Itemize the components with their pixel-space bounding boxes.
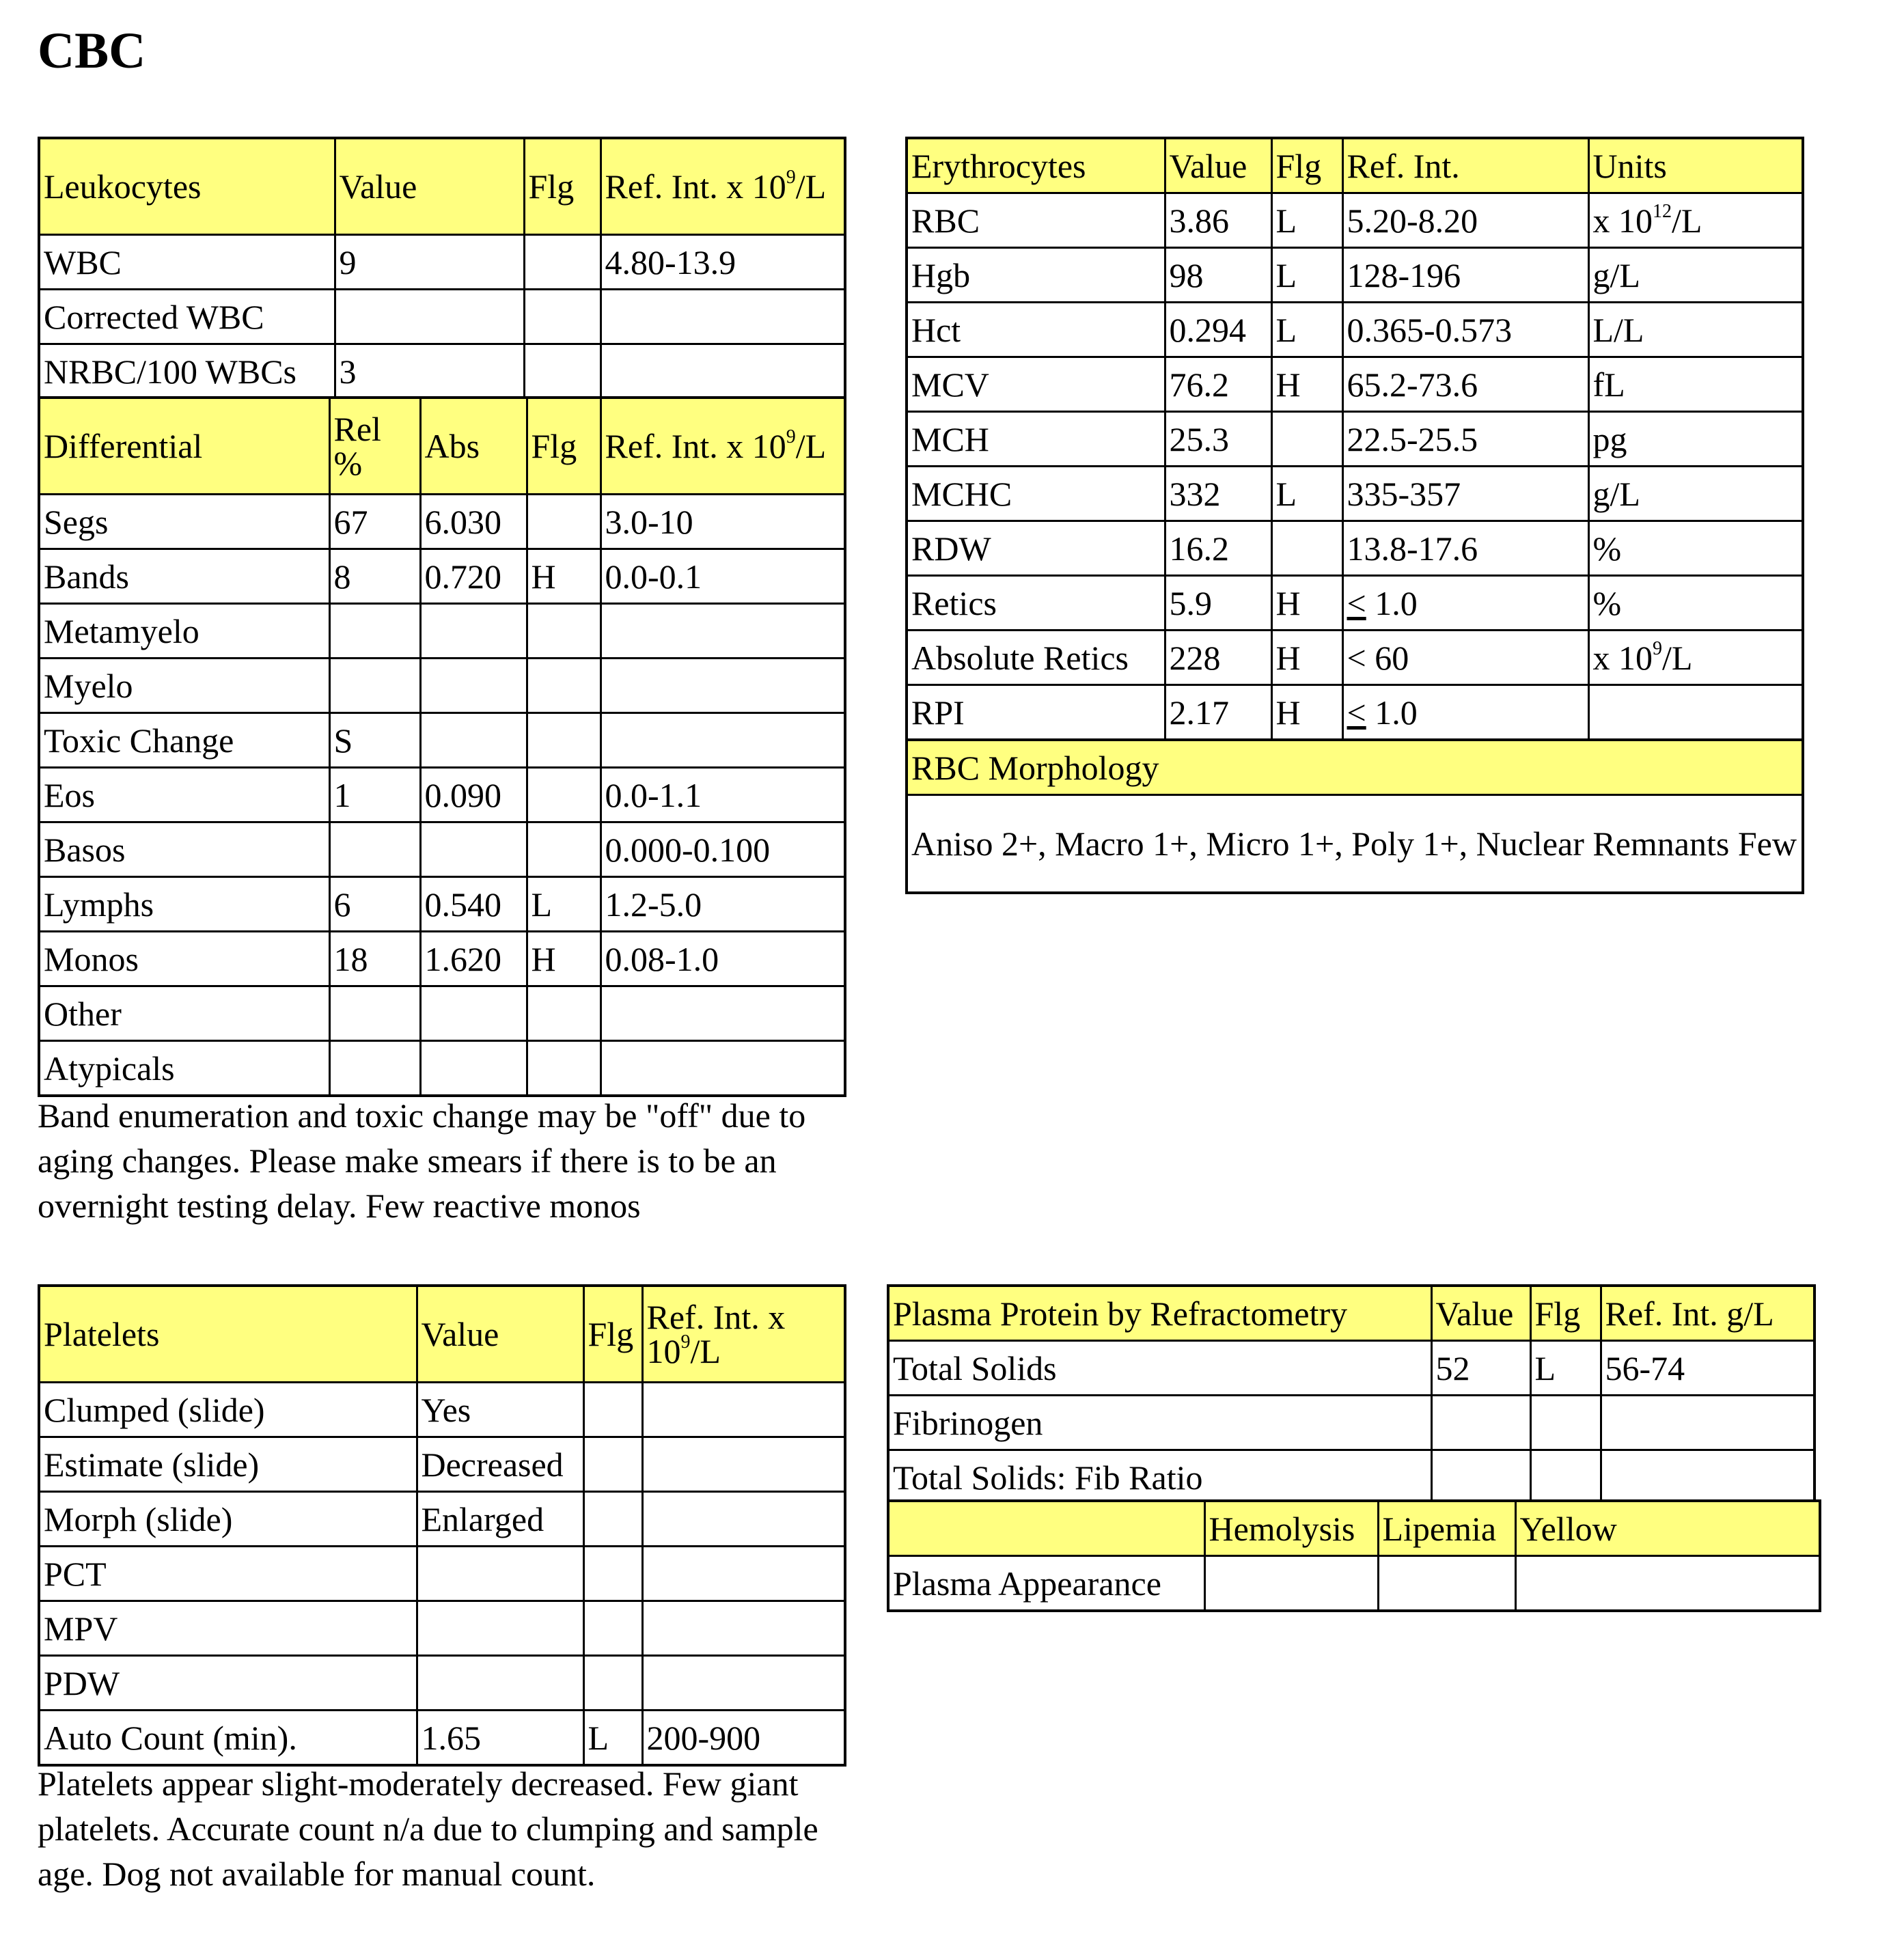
plasma-appearance-table bbox=[887, 1499, 1821, 1612]
row-value: 76.2 bbox=[1165, 357, 1271, 412]
row-flag: L bbox=[1271, 248, 1342, 303]
row-ref bbox=[642, 1547, 845, 1601]
row-ref: 4.80-13.9 bbox=[601, 235, 845, 290]
table-row bbox=[39, 1656, 845, 1711]
table-row bbox=[39, 822, 845, 877]
table-row bbox=[39, 495, 845, 549]
row-value: 5.9 bbox=[1165, 576, 1271, 631]
row-value: Yes bbox=[417, 1383, 583, 1437]
ref-text: 1.0 bbox=[1366, 693, 1418, 732]
yellow-value bbox=[1515, 1556, 1820, 1611]
row-flag: L bbox=[1530, 1341, 1601, 1396]
lipemia-value bbox=[1378, 1556, 1515, 1611]
row-name: MCV bbox=[907, 357, 1165, 412]
row-rel bbox=[329, 1041, 420, 1096]
unit-base: % bbox=[1592, 583, 1622, 622]
page-title: CBC bbox=[38, 23, 146, 79]
table-row bbox=[39, 932, 845, 986]
ref-text: 22.5-25.5 bbox=[1347, 419, 1478, 458]
row-name: Absolute Retics bbox=[907, 631, 1165, 685]
table-row bbox=[888, 1341, 1815, 1396]
row-ref bbox=[1342, 248, 1588, 303]
row-value: 228 bbox=[1165, 631, 1271, 685]
row-flag: L bbox=[1271, 467, 1342, 521]
platelets-header: Platelets bbox=[39, 1286, 417, 1383]
blank-header bbox=[888, 1501, 1204, 1556]
row-name: Eos bbox=[39, 768, 329, 822]
row-abs bbox=[420, 659, 527, 713]
row-ref: 0.0-0.1 bbox=[601, 549, 845, 604]
row-ref bbox=[1342, 576, 1588, 631]
row-value bbox=[335, 290, 524, 344]
ref-text: 335-357 bbox=[1347, 474, 1461, 513]
table-row bbox=[39, 290, 845, 344]
ref-text: 13.8-17.6 bbox=[1347, 529, 1478, 568]
table-row bbox=[39, 549, 845, 604]
row-flag bbox=[527, 713, 601, 768]
row-name: Hgb bbox=[907, 248, 1165, 303]
row-name: Total Solids bbox=[888, 1341, 1431, 1396]
table-row bbox=[39, 1041, 845, 1096]
plasma-protein-header: Plasma Protein by Refractometry bbox=[888, 1286, 1431, 1341]
row-name: Fibrinogen bbox=[888, 1396, 1431, 1450]
row-flag bbox=[524, 290, 601, 344]
row-abs bbox=[420, 604, 527, 659]
row-name: Segs bbox=[39, 495, 329, 549]
row-flag bbox=[1530, 1450, 1601, 1506]
platelets-table bbox=[38, 1284, 846, 1767]
row-ref: 56-74 bbox=[1601, 1341, 1815, 1396]
row-name: PDW bbox=[39, 1656, 417, 1711]
row-flag bbox=[524, 235, 601, 290]
ref-int-header: Ref. Int. x $10^9/L$ bbox=[642, 1286, 845, 1383]
row-value: Decreased bbox=[417, 1437, 583, 1492]
row-flag bbox=[524, 344, 601, 400]
row-value: 98 bbox=[1165, 248, 1271, 303]
hemolysis-header: Hemolysis bbox=[1204, 1501, 1378, 1556]
row-flag: L bbox=[583, 1711, 642, 1766]
row-abs: 0.720 bbox=[420, 549, 527, 604]
row-rel: 18 bbox=[329, 932, 420, 986]
row-name: Corrected WBC bbox=[39, 290, 335, 344]
row-name: Retics bbox=[907, 576, 1165, 631]
erythrocytes-header-row bbox=[907, 138, 1803, 193]
unit-base: x 10 bbox=[1592, 201, 1653, 240]
row-units bbox=[1588, 576, 1803, 631]
differential-note: Band enumeration and toxic change may be "off" due to aging changes. Please make smears if there is to be an overnight testing delay. Few reactive monos bbox=[38, 1096, 806, 1225]
unit-tail: /L bbox=[1672, 201, 1702, 240]
row-flag bbox=[527, 986, 601, 1041]
row-rel bbox=[329, 986, 420, 1041]
row-name: Bands bbox=[39, 549, 329, 604]
flag-header: Flg bbox=[1530, 1286, 1601, 1341]
table-row bbox=[39, 604, 845, 659]
flag-header: Flg bbox=[524, 138, 601, 235]
row-name: Myelo bbox=[39, 659, 329, 713]
row-name: Basos bbox=[39, 822, 329, 877]
row-name: NRBC/100 WBCs bbox=[39, 344, 335, 400]
value-header: Value bbox=[335, 138, 524, 235]
row-abs bbox=[420, 822, 527, 877]
row-rel bbox=[329, 659, 420, 713]
row-ref bbox=[601, 1041, 845, 1096]
rbc-morphology-header: RBC Morphology bbox=[907, 740, 1803, 795]
row-ref bbox=[601, 713, 845, 768]
row-abs bbox=[420, 1041, 527, 1096]
row-ref bbox=[601, 986, 845, 1041]
flag-header: Flg bbox=[527, 398, 601, 495]
table-row bbox=[39, 768, 845, 822]
row-flag bbox=[527, 495, 601, 549]
row-name: MCHC bbox=[907, 467, 1165, 521]
row-ref bbox=[642, 1383, 845, 1437]
row-name: Metamyelo bbox=[39, 604, 329, 659]
row-name: Total Solids: Fib Ratio bbox=[888, 1450, 1431, 1506]
table-row bbox=[907, 412, 1803, 467]
row-abs bbox=[420, 713, 527, 768]
unit-base: g/L bbox=[1592, 255, 1640, 294]
row-units bbox=[1588, 631, 1803, 685]
row-flag bbox=[1530, 1396, 1601, 1450]
row-flag: L bbox=[527, 877, 601, 932]
row-ref bbox=[1342, 631, 1588, 685]
row-flag: L bbox=[1271, 193, 1342, 248]
table-row bbox=[39, 713, 845, 768]
unit-base: g/L bbox=[1592, 474, 1640, 513]
table-row bbox=[907, 303, 1803, 357]
table-row bbox=[39, 344, 845, 400]
row-name: RDW bbox=[907, 521, 1165, 576]
row-abs: 0.540 bbox=[420, 877, 527, 932]
row-flag bbox=[527, 659, 601, 713]
row-ref: 0.0-1.1 bbox=[601, 768, 845, 822]
ref-text: 65.2-73.6 bbox=[1347, 365, 1478, 404]
table-row bbox=[39, 1601, 845, 1656]
row-name: Hct bbox=[907, 303, 1165, 357]
row-name: Toxic Change bbox=[39, 713, 329, 768]
erythrocytes-header: Erythrocytes bbox=[907, 138, 1165, 193]
row-flag: H bbox=[527, 932, 601, 986]
erythrocytes-table bbox=[905, 137, 1804, 894]
row-ref bbox=[1601, 1396, 1815, 1450]
row-ref: 3.0-10 bbox=[601, 495, 845, 549]
row-name: Auto Count (min). bbox=[39, 1711, 417, 1766]
row-abs bbox=[420, 986, 527, 1041]
rbc-morphology-row bbox=[907, 795, 1803, 894]
row-name: PCT bbox=[39, 1547, 417, 1601]
row-ref bbox=[1342, 467, 1588, 521]
ref-int-header: Ref. Int. bbox=[1342, 138, 1588, 193]
ref-text: 0.365-0.573 bbox=[1347, 310, 1513, 349]
row-value: 332 bbox=[1165, 467, 1271, 521]
row-name: Atypicals bbox=[39, 1041, 329, 1096]
table-row bbox=[39, 235, 845, 290]
row-ref bbox=[601, 344, 845, 400]
table-row bbox=[39, 1383, 845, 1437]
value-header: Value bbox=[1431, 1286, 1530, 1341]
row-flag bbox=[583, 1547, 642, 1601]
table-row bbox=[907, 685, 1803, 740]
row-ref bbox=[1342, 193, 1588, 248]
rbc-morphology-header-row bbox=[907, 740, 1803, 795]
rel-percent-header: Rel % bbox=[329, 398, 420, 495]
abs-header: Abs bbox=[420, 398, 527, 495]
table-row bbox=[39, 877, 845, 932]
row-ref: 0.000-0.100 bbox=[601, 822, 845, 877]
unit-base: pg bbox=[1592, 419, 1627, 458]
row-rel: 67 bbox=[329, 495, 420, 549]
table-row bbox=[907, 576, 1803, 631]
row-flag bbox=[527, 768, 601, 822]
plasma-protein-header-row bbox=[888, 1286, 1815, 1341]
row-name: Plasma Appearance bbox=[888, 1556, 1204, 1611]
row-rel: 8 bbox=[329, 549, 420, 604]
row-ref bbox=[642, 1656, 845, 1711]
row-name: MCH bbox=[907, 412, 1165, 467]
row-units bbox=[1588, 412, 1803, 467]
less-equal-symbol: < bbox=[1347, 693, 1366, 732]
plasma-protein-table bbox=[887, 1284, 1816, 1506]
row-flag bbox=[583, 1656, 642, 1711]
row-units bbox=[1588, 467, 1803, 521]
row-abs: 0.090 bbox=[420, 768, 527, 822]
row-value: Enlarged bbox=[417, 1492, 583, 1547]
row-name: Monos bbox=[39, 932, 329, 986]
row-name: RPI bbox=[907, 685, 1165, 740]
row-name: Clumped (slide) bbox=[39, 1383, 417, 1437]
row-units bbox=[1588, 193, 1803, 248]
row-ref bbox=[1342, 521, 1588, 576]
row-abs: 6.030 bbox=[420, 495, 527, 549]
leukocytes-table bbox=[38, 137, 846, 400]
row-ref bbox=[1342, 412, 1588, 467]
row-flag bbox=[527, 1041, 601, 1096]
row-name: Lymphs bbox=[39, 877, 329, 932]
ref-int-header: Ref. Int. x $10^9/L$ bbox=[601, 398, 845, 495]
row-units bbox=[1588, 685, 1803, 740]
hemolysis-value bbox=[1204, 1556, 1378, 1611]
row-value: 2.17 bbox=[1165, 685, 1271, 740]
row-units bbox=[1588, 303, 1803, 357]
leukocytes-header-row bbox=[39, 138, 845, 235]
row-name: Estimate (slide) bbox=[39, 1437, 417, 1492]
row-flag bbox=[1271, 412, 1342, 467]
row-flag: L bbox=[1271, 303, 1342, 357]
table-row bbox=[39, 659, 845, 713]
row-flag bbox=[527, 604, 601, 659]
row-value: 1.65 bbox=[417, 1711, 583, 1766]
differential-table bbox=[38, 396, 846, 1097]
table-row bbox=[888, 1396, 1815, 1450]
table-row bbox=[888, 1556, 1820, 1611]
ref-text: < 60 bbox=[1347, 638, 1409, 677]
row-value bbox=[417, 1547, 583, 1601]
row-flag bbox=[583, 1601, 642, 1656]
row-ref: 1.2-5.0 bbox=[601, 877, 845, 932]
flag-header: Flg bbox=[583, 1286, 642, 1383]
row-flag: H bbox=[1271, 631, 1342, 685]
row-ref bbox=[642, 1601, 845, 1656]
row-value: 16.2 bbox=[1165, 521, 1271, 576]
table-row bbox=[907, 631, 1803, 685]
row-ref bbox=[1601, 1450, 1815, 1506]
unit-tail: /L bbox=[1662, 638, 1693, 677]
row-rel: 6 bbox=[329, 877, 420, 932]
row-ref bbox=[642, 1437, 845, 1492]
row-rel: 1 bbox=[329, 768, 420, 822]
unit-base: fL bbox=[1592, 365, 1625, 404]
differential-header: Differential bbox=[39, 398, 329, 495]
value-header: Value bbox=[417, 1286, 583, 1383]
unit-sup: 9 bbox=[1653, 637, 1662, 659]
row-ref bbox=[1342, 685, 1588, 740]
row-ref: 200-900 bbox=[642, 1711, 845, 1766]
platelets-note: Platelets appear slight-moderately decreased. Few giant platelets. Accurate count n/a due to clumping and sample age. Dog not available for manual count. bbox=[38, 1764, 818, 1893]
row-value bbox=[417, 1656, 583, 1711]
table-row bbox=[907, 193, 1803, 248]
yellow-header: Yellow bbox=[1515, 1501, 1820, 1556]
ref-int-header: Ref. Int. g/L bbox=[1601, 1286, 1815, 1341]
row-flag bbox=[583, 1437, 642, 1492]
table-row bbox=[907, 357, 1803, 412]
table-row bbox=[888, 1450, 1815, 1506]
row-flag bbox=[583, 1383, 642, 1437]
row-abs: 1.620 bbox=[420, 932, 527, 986]
row-flag: H bbox=[1271, 357, 1342, 412]
row-flag: H bbox=[1271, 685, 1342, 740]
row-flag bbox=[527, 822, 601, 877]
unit-base: x 10 bbox=[1592, 638, 1653, 677]
row-name: RBC bbox=[907, 193, 1165, 248]
less-equal-symbol: < bbox=[1347, 583, 1366, 622]
ref-text: 1.0 bbox=[1366, 583, 1418, 622]
row-name: WBC bbox=[39, 235, 335, 290]
table-row bbox=[39, 1437, 845, 1492]
row-value bbox=[1431, 1396, 1530, 1450]
leukocytes-header: Leukocytes bbox=[39, 138, 335, 235]
plasma-appearance-header-row bbox=[888, 1501, 1820, 1556]
ref-text: 5.20-8.20 bbox=[1347, 201, 1478, 240]
ref-int-header: Ref. Int. x $10^9/L$ bbox=[601, 138, 845, 235]
table-row bbox=[39, 1711, 845, 1766]
table-row bbox=[907, 248, 1803, 303]
row-flag bbox=[583, 1492, 642, 1547]
flag-header: Flg bbox=[1271, 138, 1342, 193]
ref-text: 128-196 bbox=[1347, 255, 1461, 294]
platelets-header-row bbox=[39, 1286, 845, 1383]
row-ref bbox=[601, 604, 845, 659]
row-value bbox=[1431, 1450, 1530, 1506]
row-value: 3.86 bbox=[1165, 193, 1271, 248]
row-name: MPV bbox=[39, 1601, 417, 1656]
row-units bbox=[1588, 248, 1803, 303]
unit-sup: 12 bbox=[1653, 200, 1672, 222]
row-value bbox=[417, 1601, 583, 1656]
row-ref bbox=[1342, 303, 1588, 357]
units-header: Units bbox=[1588, 138, 1803, 193]
row-value: 3 bbox=[335, 344, 524, 400]
row-flag: H bbox=[527, 549, 601, 604]
unit-base: L/L bbox=[1592, 310, 1644, 349]
rbc-morphology-text: Aniso 2+, Macro 1+, Micro 1+, Poly 1+, Nuclear Remnants Few bbox=[907, 795, 1803, 894]
row-ref bbox=[1342, 357, 1588, 412]
row-value: 9 bbox=[335, 235, 524, 290]
row-ref bbox=[601, 290, 845, 344]
table-row bbox=[907, 521, 1803, 576]
value-header: Value bbox=[1165, 138, 1271, 193]
lipemia-header: Lipemia bbox=[1378, 1501, 1515, 1556]
table-row bbox=[39, 1492, 845, 1547]
row-units bbox=[1588, 357, 1803, 412]
row-rel bbox=[329, 604, 420, 659]
unit-base: % bbox=[1592, 529, 1622, 568]
table-row bbox=[907, 467, 1803, 521]
table-row bbox=[39, 986, 845, 1041]
row-units bbox=[1588, 521, 1803, 576]
row-ref: 0.08-1.0 bbox=[601, 932, 845, 986]
row-rel bbox=[329, 822, 420, 877]
row-value: 25.3 bbox=[1165, 412, 1271, 467]
differential-header-row bbox=[39, 398, 845, 495]
row-value: 52 bbox=[1431, 1341, 1530, 1396]
row-value: 0.294 bbox=[1165, 303, 1271, 357]
row-flag bbox=[1271, 521, 1342, 576]
row-ref bbox=[601, 659, 845, 713]
row-name: Morph (slide) bbox=[39, 1492, 417, 1547]
row-flag: H bbox=[1271, 576, 1342, 631]
row-ref bbox=[642, 1492, 845, 1547]
row-rel: S bbox=[329, 713, 420, 768]
row-name: Other bbox=[39, 986, 329, 1041]
table-row bbox=[39, 1547, 845, 1601]
